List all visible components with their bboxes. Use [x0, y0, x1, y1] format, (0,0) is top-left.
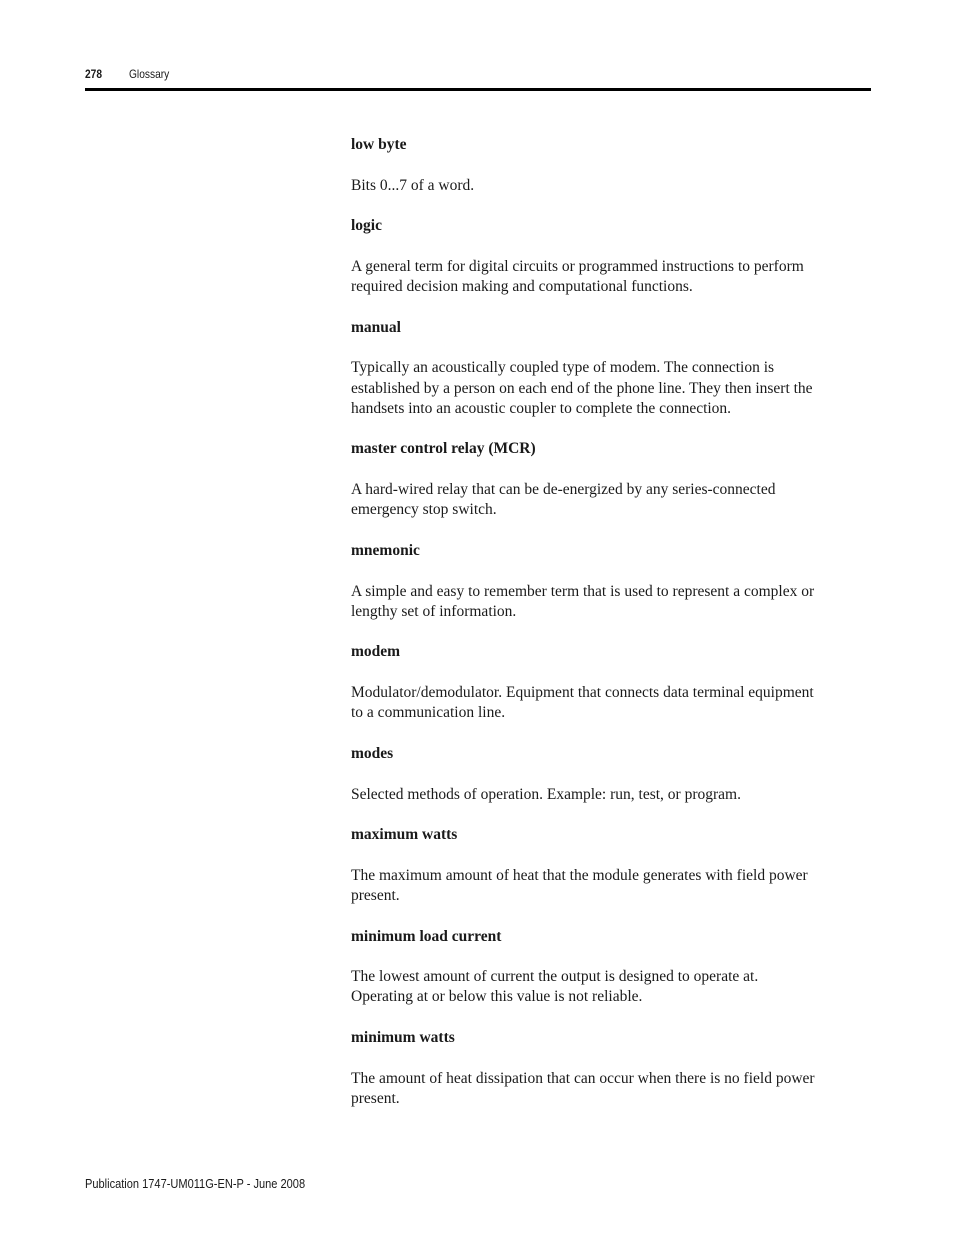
glossary-content	[351, 135, 821, 1130]
glossary-entry	[351, 318, 821, 419]
glossary-definition: Modulator/demodulator. Equipment that connects data terminal equipment to a communication line.	[351, 684, 814, 722]
glossary-entry	[351, 541, 821, 622]
glossary-entry	[351, 1028, 821, 1109]
publication-footer: Publication 1747-UM011G-EN-P - June 2008	[85, 1176, 306, 1191]
glossary-entry	[351, 439, 821, 520]
glossary-definition: A hard-wired relay that can be de-energized by any series-connected emergency stop switch.	[351, 481, 776, 519]
glossary-term: maximum watts	[351, 826, 458, 844]
page-number: 278	[85, 67, 103, 81]
glossary-definition: Selected methods of operation. Example: run, test, or program.	[351, 785, 741, 803]
glossary-definition: A general term for digital circuits or programmed instructions to perform required decision making and computational functions.	[351, 257, 804, 296]
glossary-definition: Bits 0...7 of a word.	[351, 176, 475, 194]
glossary-definition: The amount of heat dissipation that can occur when there is no field power present.	[351, 1069, 815, 1107]
glossary-term: modem	[351, 643, 401, 661]
header-divider	[85, 88, 871, 91]
glossary-definition: The lowest amount of current the output is designed to operate at. Operating at or below this value is not reliable.	[351, 968, 759, 1006]
glossary-definition: The maximum amount of heat that the module generates with field power present.	[351, 866, 808, 904]
glossary-term: minimum watts	[351, 1029, 455, 1047]
glossary-term: minimum load current	[351, 927, 502, 945]
glossary-term: logic	[351, 217, 382, 235]
glossary-entry	[351, 744, 821, 805]
glossary-term: modes	[351, 744, 394, 762]
glossary-entry	[351, 825, 821, 906]
glossary-term: manual	[351, 318, 401, 336]
glossary-term: low byte	[351, 136, 407, 153]
page-header	[85, 66, 871, 92]
glossary-definition: A simple and easy to remember term that is used to represent a complex or lengthy set of information.	[351, 582, 815, 620]
glossary-entry	[351, 216, 821, 297]
glossary-definition: Typically an acoustically coupled type of modem. The connection is established by a person on each end of the phone line. They then insert the handsets into an acoustic coupler to complete the connection.	[351, 359, 813, 417]
section-title: Glossary	[129, 67, 170, 81]
glossary-entry	[351, 927, 821, 1008]
glossary-term: master control relay (MCR)	[351, 440, 536, 458]
glossary-entry	[351, 135, 821, 196]
glossary-term: mnemonic	[351, 541, 420, 559]
glossary-entry	[351, 642, 821, 723]
